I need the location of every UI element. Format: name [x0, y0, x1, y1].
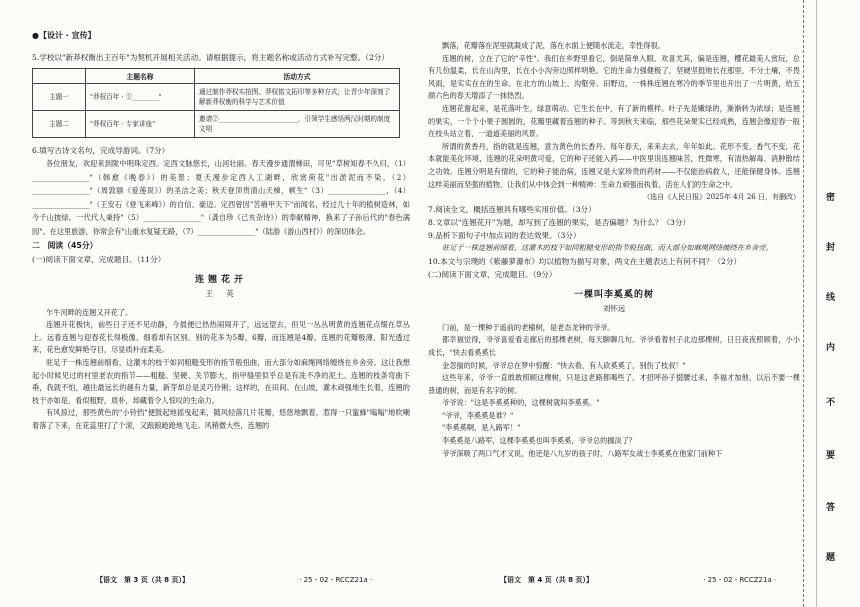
article2-author: 刘怀远	[602, 303, 626, 313]
question-6: 6.填写古诗文名句，完成导游词。（7分）	[32, 146, 170, 155]
footer-page-label: 【语文 第 3 页（共 8 页）】	[96, 576, 189, 584]
footer-page-label: 【语文 第 4 页（共 8 页）】	[500, 576, 593, 584]
reading-subsection-1: (一)阅读下面文章，完成题目。（11分）	[32, 254, 166, 264]
question-8: 8.文章以"连翘花开"为题，却写到了连翘的果实，是否偏题？为什么？（3分）	[428, 218, 691, 228]
question-7: 7.阅读全文，概括连翘具有哪些实用价值。（3分）	[428, 205, 596, 215]
article-paragraph: 驻足于一株连翘前细看，这灌木的枝干如同粗糙变形的指节般扭曲，而大部分如麻绳网络缠绕在乡舍旁。这让我想起小时候见过的村里老农的指节——粗糙、坚硬、关节膨大，指甲缝里似乎总是有洗不净的泥土。连翘的枝条弯曲下垂，我就不怕，越往最远长的越有力量，新芽却总是灵巧伶俐；这样的，在田间、在山坡，灌木顽强地生长着，连翘的枝干亦如是，看似粗野，质朴，却藏着令人惊叹的生命力。	[32, 357, 410, 405]
article2-paragraph: 这些年来，爷爷一直敢敢照顾这棵树，只是这老路都喝些了，才招呼孙子掇腰过来，李福才加他，以后不要一棵普通的树，而是有名字的树。	[428, 373, 800, 395]
article-paragraph: 有风掠过，那些黄色的"小铃铛"便鼓起地摇曳起来，随风轻落几片花瓣，悠悠地飘着，惹得一只蜜蜂"嗡嗡"地吹喇着落了下来，在花蕊里打了个滚，又踉踉跄跄地飞走。风稍微大些，连翘的	[32, 408, 410, 430]
article2-paragraph: 门前，是一棵种于遥前的老榆树，是老态龙钟的爷爷。	[442, 322, 615, 332]
seal-char: 密	[826, 193, 836, 203]
table-cell-theme-name: "莽权百年 · ①________"	[86, 84, 195, 111]
table-header-method: 活动方式	[195, 69, 400, 84]
reading-subsection-2: (二)阅读下面文章，完成题目。（9分）	[428, 269, 557, 279]
question-5: 5.学校以"新莽权衡出王百年"为契机开展相关活动。请根据提示，将主题名称或活动方式补写完整。（2分）	[32, 53, 389, 62]
binding-margin	[803, 0, 860, 607]
seal-char: 要	[826, 451, 836, 461]
activity-table	[32, 68, 400, 138]
article-paragraph: 连翘开花极快，前些日子还不见动静，今晨便已热热闹闹开了，远远望去，但见一丛丛明黄的连翘花点缀在草丛上。远看连翘与迎春花长得极像，细看却有区别。别的花多为5瓣，6瓣，而连翘是4瓣。连翘的花瓣极薄，阳光透过来，花色愈发鲜艳夺目，尽显质朴而柔美。	[32, 320, 410, 355]
seal-char: 线	[826, 293, 836, 303]
footer-code: · 25 - 02 - RCCZ21a ·	[703, 576, 777, 584]
article2-paragraph: 李奚奚是八路军，这棵李奚奚也叫李奚奚，爷爷总的搁淡了？	[442, 436, 637, 446]
question-9-quote: 驻足于一株连翘前细看，这灌木的枝干如同粗糙变形的指节般扭曲，而大部分如麻绳网络缠绕在乡舍旁。	[442, 243, 773, 253]
seal-char: 封	[826, 243, 836, 253]
article-title: 连翘花开	[194, 274, 247, 285]
question-9: 9.品析下面句子中加点词的表达效果。（3分）	[428, 231, 581, 241]
article2-title: 一棵叫李奚奚的树	[573, 289, 654, 300]
page-4	[428, 40, 800, 460]
question-6-text: 各位朋友，欢迎来到陇中明珠定西。定西文脉悠长，山河壮丽。春天漫步通渭梯田，可见"草树知春不久归，（1）________________"（韩愈《晚春》）的美景；夏天漫步定西人工湖畔，欣赏荷花"出淤泥而不染，（2）________________"（周敦颐《爱莲说》）的圣洁之美；秋天登顶贵清山天梯，顿生"（3）________________，（4）________________"（王安石《登飞来峰》）的自信、豪迈。定西曾因"苦瘠甲天下"而闻名，经过几十年的植树造林，如今千山披绿。一代代人秉持"（5）________________"（龚自珍《己亥杂诗》）的奉献精神，换来了子孙后代的"春色满园"。在这里旅游，你常会有"山重水复疑无路，（7）________________"（陆游《游山西村》）的深切体会。	[32, 159, 410, 236]
article2-paragraph: "爷爷，李奚奚是谁？"	[442, 410, 514, 420]
table-cell-theme-name: "莽权百年 · 专家讲座"	[86, 111, 195, 138]
seal-char: 题	[826, 553, 836, 563]
page-3	[32, 30, 410, 433]
article-paragraph: 所谓的黄香丹，指的就是连翘，意为黄色的长香丹。每年春天，来来去去，年年如此。花形不变，香气不变，花本就能美化环境，连翘的花朵明黄可爱，它的种子还能入药——中医里说连翘味苦，性微寒，有清热解毒、消肿散结之功效。连翘分明是有情的，它的种子能治病，连翘又是大家珍贵的药材——不仅能治病救人，还能保健身体。连翘这样美丽而坚强的植物，让我们从中体会到一种精神：生命力顽强而执着，活在人们的生命之中。	[428, 141, 800, 189]
table-header-theme: 主题名称	[86, 69, 195, 84]
article-paragraph: 连翘的树，立在了它的"辛性"。我们在乡野里看它，倒是简单入眼，欢喜尤其，偏是连翘，樱花最美人赏玩，总有几份温柔，长在山沟里，长在小小沟旁边照样明艳。它的生命力强健极了，坚硬坚挺地长在那里，不分土壤，不畏风雨，是实实在在的生命。在北方的山坡上、沟壑旁、田野边，一株株连翘在寒冷的季节里也开出了一片明黄，给五颜六色的春天增添了一抹热烈。	[428, 53, 800, 101]
page-4-footer	[500, 575, 776, 585]
article2-paragraph: "李奚奚啊，是入路军！"	[442, 423, 521, 433]
table-cell-theme-label: 主题二	[33, 111, 86, 138]
section-reading: 二 阅读（45分）	[32, 240, 98, 250]
seal-char: 答	[826, 503, 836, 513]
article-author: 王 英	[205, 288, 237, 298]
binding-rail	[816, 0, 817, 607]
table-header-blank	[33, 69, 86, 84]
table-cell-theme-label: 主题一	[33, 84, 86, 111]
article-paragraph: 乍牛河畔的连翘又开花了。	[46, 307, 133, 317]
question-10: 10.本文与宗璞的《紫藤萝瀑布》均以植物为描写对象，两文在主题表达上有何不同？（2分）	[428, 256, 742, 266]
footer-code: · 25 - 02 - RCCZ21a ·	[299, 576, 373, 584]
seal-char: 不	[826, 398, 836, 408]
section-tag: ●【设计 · 宣传】	[32, 31, 96, 40]
table-row	[33, 84, 400, 111]
article2-paragraph: 爷爷深吸了两口气才又说，他还是八九岁的孩子时，八路军女战士李奚奚在他家门前种下	[442, 448, 723, 458]
table-cell-method: 通过制作莽权实拍图、莽权铭文拓印等多种方式，让青少年深刻了解新莽权衡的科学与艺术价值	[195, 84, 400, 111]
table-row	[33, 111, 400, 138]
page-3-footer	[96, 575, 372, 585]
article2-paragraph: 爷爷说："这是李奚奚种的，这棵树就叫李奚奚。"	[442, 398, 600, 408]
article-paragraph: 连翘花谢起来，是花落叶生，绿意萌动。它生长在中，有了新的模样。叶子先是嫩绿的，渐渐转为浓绿；是连翘的果实，一个个小果子圆圆的，花瓣里藏着连翘的种子。等到秋天来临，那些花朵果实已经成熟，连翘会像迎春一般在枝头站立着，一道道美丽的风景。	[428, 103, 800, 139]
article2-paragraph: 金忽揣的时候，爷爷总在梦中惊醒："快去看，有人砍奚奚了，别伤了枝叔！"	[442, 360, 686, 370]
seal-char: 内	[826, 343, 836, 353]
article2-paragraph: 都幸福觉得，爷爷喜爱看走廊后的那棵老树，每天聊聊几句。爷爷看着村子北边那棵树，日日夜夜照顾着，小小成长，"快去看奚奚长	[428, 335, 800, 357]
article-source: （选自《人民日报》2025年 4月 26 日，有删改）	[643, 193, 800, 202]
table-cell-method: 邀请②________________________，引领学生感悟两汉时期的制度文明	[195, 111, 400, 138]
article-paragraph: 飘落，花瓣落在泥里就凝成了泥，落在水面上便随水流走，幸性得很。	[442, 41, 665, 50]
table-header-row	[33, 69, 400, 84]
